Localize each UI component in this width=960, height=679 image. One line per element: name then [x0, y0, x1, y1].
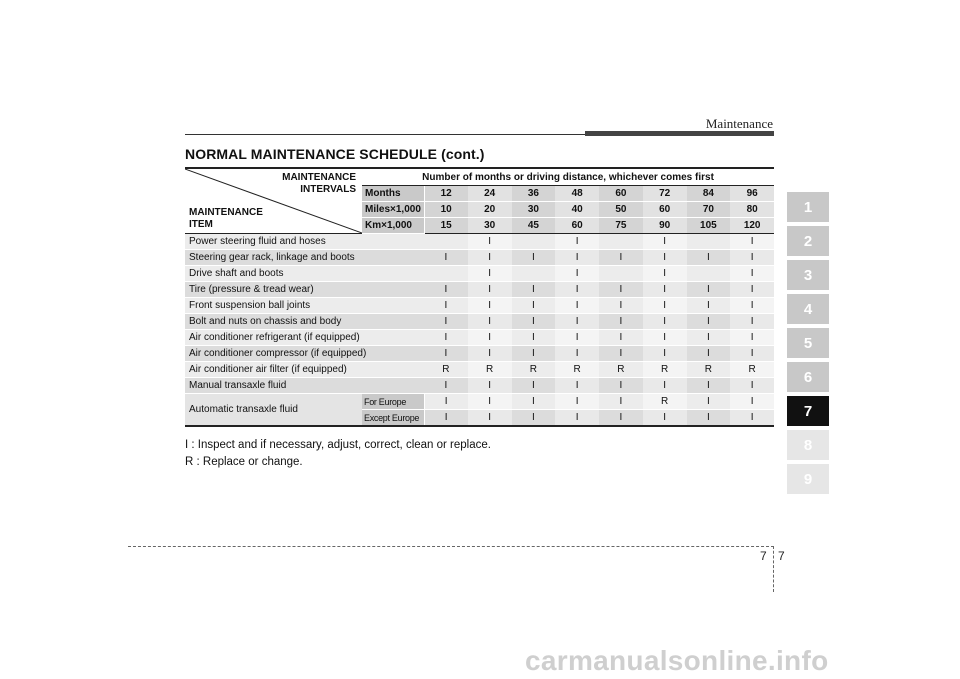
- schedule-cell: I: [424, 378, 468, 394]
- schedule-cell: I: [599, 282, 643, 298]
- axis-value: 80: [730, 202, 774, 218]
- schedule-cell: I: [643, 314, 687, 330]
- legend-replace: R : Replace or change.: [185, 456, 303, 468]
- axis-value: 120: [730, 218, 774, 234]
- table-row: [185, 330, 774, 346]
- schedule-cell: I: [730, 378, 774, 394]
- chapter-tab-1[interactable]: 1: [787, 192, 829, 222]
- schedule-cell: I: [687, 298, 731, 314]
- schedule-cell: I: [512, 298, 556, 314]
- table-row: [185, 234, 774, 250]
- schedule-cell: I: [687, 346, 731, 362]
- schedule-cell: I: [687, 330, 731, 346]
- maintenance-item: Manual transaxle fluid: [185, 378, 424, 394]
- schedule-cell: I: [424, 314, 468, 330]
- footer-divider: [128, 546, 774, 547]
- schedule-cell: I: [512, 282, 556, 298]
- schedule-cell: I: [643, 378, 687, 394]
- axis-value: 45: [512, 218, 556, 234]
- axis-value: 105: [687, 218, 731, 234]
- schedule-cell: I: [643, 346, 687, 362]
- table-row: [185, 314, 774, 330]
- schedule-cell: I: [730, 314, 774, 330]
- page-chapter-number: 7: [760, 549, 767, 563]
- schedule-cell: I: [643, 298, 687, 314]
- axis-value: 75: [599, 218, 643, 234]
- schedule-cell: I: [512, 410, 556, 427]
- corner-header: [185, 168, 362, 234]
- schedule-cell: [424, 266, 468, 282]
- schedule-cell: I: [730, 330, 774, 346]
- maintenance-item: Air conditioner air filter (if equipped): [185, 362, 424, 378]
- table-row: [185, 298, 774, 314]
- interval-span-header: Number of months or driving distance, whichever comes first: [362, 168, 774, 186]
- chapter-tab-7[interactable]: 7: [787, 396, 829, 426]
- axis-label: Months: [362, 186, 424, 202]
- schedule-cell: I: [599, 378, 643, 394]
- axis-value: 12: [424, 186, 468, 202]
- page-title: NORMAL MAINTENANCE SCHEDULE (cont.): [185, 146, 485, 162]
- schedule-cell: I: [424, 330, 468, 346]
- header-rule-thick: [585, 131, 774, 136]
- schedule-cell: [599, 266, 643, 282]
- maintenance-item: Air conditioner compressor (if equipped): [185, 346, 424, 362]
- schedule-cell: [687, 234, 731, 250]
- axis-value: 60: [599, 186, 643, 202]
- schedule-cell: I: [555, 234, 599, 250]
- schedule-cell: I: [643, 410, 687, 427]
- axis-value: 30: [512, 202, 556, 218]
- chapter-tab-3[interactable]: 3: [787, 260, 829, 290]
- axis-value: 50: [599, 202, 643, 218]
- schedule-cell: I: [424, 298, 468, 314]
- schedule-cell: I: [599, 346, 643, 362]
- schedule-cell: I: [424, 282, 468, 298]
- axis-value: 20: [468, 202, 512, 218]
- schedule-cell: I: [555, 314, 599, 330]
- chapter-tabs: [787, 192, 829, 498]
- schedule-cell: I: [643, 250, 687, 266]
- schedule-cell: I: [468, 250, 512, 266]
- axis-value: 60: [555, 218, 599, 234]
- schedule-cell: I: [730, 346, 774, 362]
- maintenance-item: Tire (pressure & tread wear): [185, 282, 424, 298]
- chapter-tab-6[interactable]: 6: [787, 362, 829, 392]
- schedule-cell: [512, 266, 556, 282]
- schedule-cell: I: [468, 330, 512, 346]
- schedule-cell: I: [599, 394, 643, 410]
- schedule-cell: I: [687, 410, 731, 427]
- maintenance-item: Air conditioner refrigerant (if equipped): [185, 330, 424, 346]
- schedule-cell: I: [555, 410, 599, 427]
- watermark: carmanualsonline.info: [525, 645, 829, 676]
- axis-value: 90: [643, 218, 687, 234]
- table-row: [185, 394, 774, 410]
- schedule-cell: I: [512, 394, 556, 410]
- chapter-tab-8[interactable]: 8: [787, 430, 829, 460]
- schedule-cell: R: [555, 362, 599, 378]
- schedule-cell: R: [468, 362, 512, 378]
- schedule-cell: I: [599, 410, 643, 427]
- region-label: Except Europe: [362, 410, 424, 427]
- schedule-cell: I: [730, 394, 774, 410]
- schedule-cell: I: [555, 298, 599, 314]
- axis-value: 10: [424, 202, 468, 218]
- maintenance-item: Front suspension ball joints: [185, 298, 424, 314]
- schedule-cell: [512, 234, 556, 250]
- axis-value: 24: [468, 186, 512, 202]
- schedule-cell: I: [687, 314, 731, 330]
- axis-value: 84: [687, 186, 731, 202]
- schedule-cell: I: [687, 394, 731, 410]
- axis-value: 15: [424, 218, 468, 234]
- schedule-cell: I: [730, 298, 774, 314]
- schedule-cell: I: [730, 410, 774, 427]
- schedule-cell: R: [424, 362, 468, 378]
- schedule-cell: I: [468, 410, 512, 427]
- schedule-cell: I: [468, 234, 512, 250]
- axis-value: 70: [687, 202, 731, 218]
- schedule-cell: I: [599, 314, 643, 330]
- table-row: [185, 266, 774, 282]
- axis-value: 40: [555, 202, 599, 218]
- chapter-tab-4[interactable]: 4: [787, 294, 829, 324]
- maintenance-item: Drive shaft and boots: [185, 266, 424, 282]
- schedule-cell: I: [730, 282, 774, 298]
- schedule-cell: I: [555, 330, 599, 346]
- schedule-cell: R: [599, 362, 643, 378]
- chapter-tab-2[interactable]: 2: [787, 226, 829, 256]
- schedule-cell: R: [687, 362, 731, 378]
- schedule-cell: I: [424, 250, 468, 266]
- schedule-cell: I: [555, 378, 599, 394]
- schedule-cell: I: [468, 314, 512, 330]
- axis-value: 48: [555, 186, 599, 202]
- schedule-cell: I: [687, 378, 731, 394]
- section-header: Maintenance: [705, 116, 773, 131]
- maintenance-item: Steering gear rack, linkage and boots: [185, 250, 424, 266]
- schedule-cell: I: [468, 282, 512, 298]
- axis-value: 72: [643, 186, 687, 202]
- legend-inspect: I : Inspect and if necessary, adjust, correct, clean or replace.: [185, 439, 491, 451]
- axis-value: 36: [512, 186, 556, 202]
- chapter-tab-5[interactable]: 5: [787, 328, 829, 358]
- corner-intervals-label: MAINTENANCE INTERVALS: [282, 172, 356, 195]
- footer-crop-line: [773, 546, 774, 592]
- axis-value: 30: [468, 218, 512, 234]
- schedule-cell: I: [599, 330, 643, 346]
- schedule-cell: I: [643, 282, 687, 298]
- maintenance-item: Bolt and nuts on chassis and body: [185, 314, 424, 330]
- schedule-cell: I: [468, 298, 512, 314]
- schedule-cell: [424, 234, 468, 250]
- table-row: [185, 250, 774, 266]
- schedule-cell: I: [599, 298, 643, 314]
- schedule-cell: R: [643, 362, 687, 378]
- schedule-cell: I: [512, 314, 556, 330]
- maintenance-schedule-table: [185, 167, 774, 427]
- schedule-cell: I: [512, 250, 556, 266]
- schedule-cell: I: [730, 250, 774, 266]
- schedule-cell: I: [555, 266, 599, 282]
- maintenance-item: Power steering fluid and hoses: [185, 234, 424, 250]
- schedule-cell: I: [512, 330, 556, 346]
- schedule-cell: I: [555, 250, 599, 266]
- schedule-cell: I: [555, 346, 599, 362]
- schedule-cell: R: [643, 394, 687, 410]
- table-row: [185, 346, 774, 362]
- schedule-cell: I: [555, 282, 599, 298]
- header-rule: [185, 134, 585, 135]
- schedule-cell: I: [512, 346, 556, 362]
- schedule-cell: [599, 234, 643, 250]
- schedule-cell: I: [730, 266, 774, 282]
- page-number: 7: [778, 549, 785, 563]
- schedule-cell: I: [424, 410, 468, 427]
- schedule-cell: I: [730, 234, 774, 250]
- schedule-cell: I: [643, 330, 687, 346]
- schedule-cell: R: [730, 362, 774, 378]
- schedule-cell: I: [468, 394, 512, 410]
- schedule-cell: I: [512, 378, 556, 394]
- maintenance-item: Automatic transaxle fluid: [185, 394, 362, 427]
- axis-value: 96: [730, 186, 774, 202]
- schedule-cell: I: [555, 394, 599, 410]
- corner-item-label: MAINTENANCE ITEM: [189, 207, 263, 230]
- schedule-cell: I: [468, 266, 512, 282]
- schedule-cell: I: [643, 234, 687, 250]
- chapter-tab-9[interactable]: 9: [787, 464, 829, 494]
- table-row: [185, 362, 774, 378]
- schedule-cell: I: [468, 346, 512, 362]
- axis-label: Km×1,000: [362, 218, 424, 234]
- schedule-cell: I: [643, 266, 687, 282]
- schedule-cell: R: [512, 362, 556, 378]
- schedule-cell: [687, 266, 731, 282]
- schedule-cell: I: [424, 346, 468, 362]
- schedule-cell: I: [599, 250, 643, 266]
- schedule-cell: I: [687, 282, 731, 298]
- axis-value: 60: [643, 202, 687, 218]
- axis-label: Miles×1,000: [362, 202, 424, 218]
- schedule-cell: I: [424, 394, 468, 410]
- region-label: For Europe: [362, 394, 424, 410]
- schedule-cell: I: [468, 378, 512, 394]
- table-row: [185, 282, 774, 298]
- table-row: [185, 378, 774, 394]
- schedule-cell: I: [687, 250, 731, 266]
